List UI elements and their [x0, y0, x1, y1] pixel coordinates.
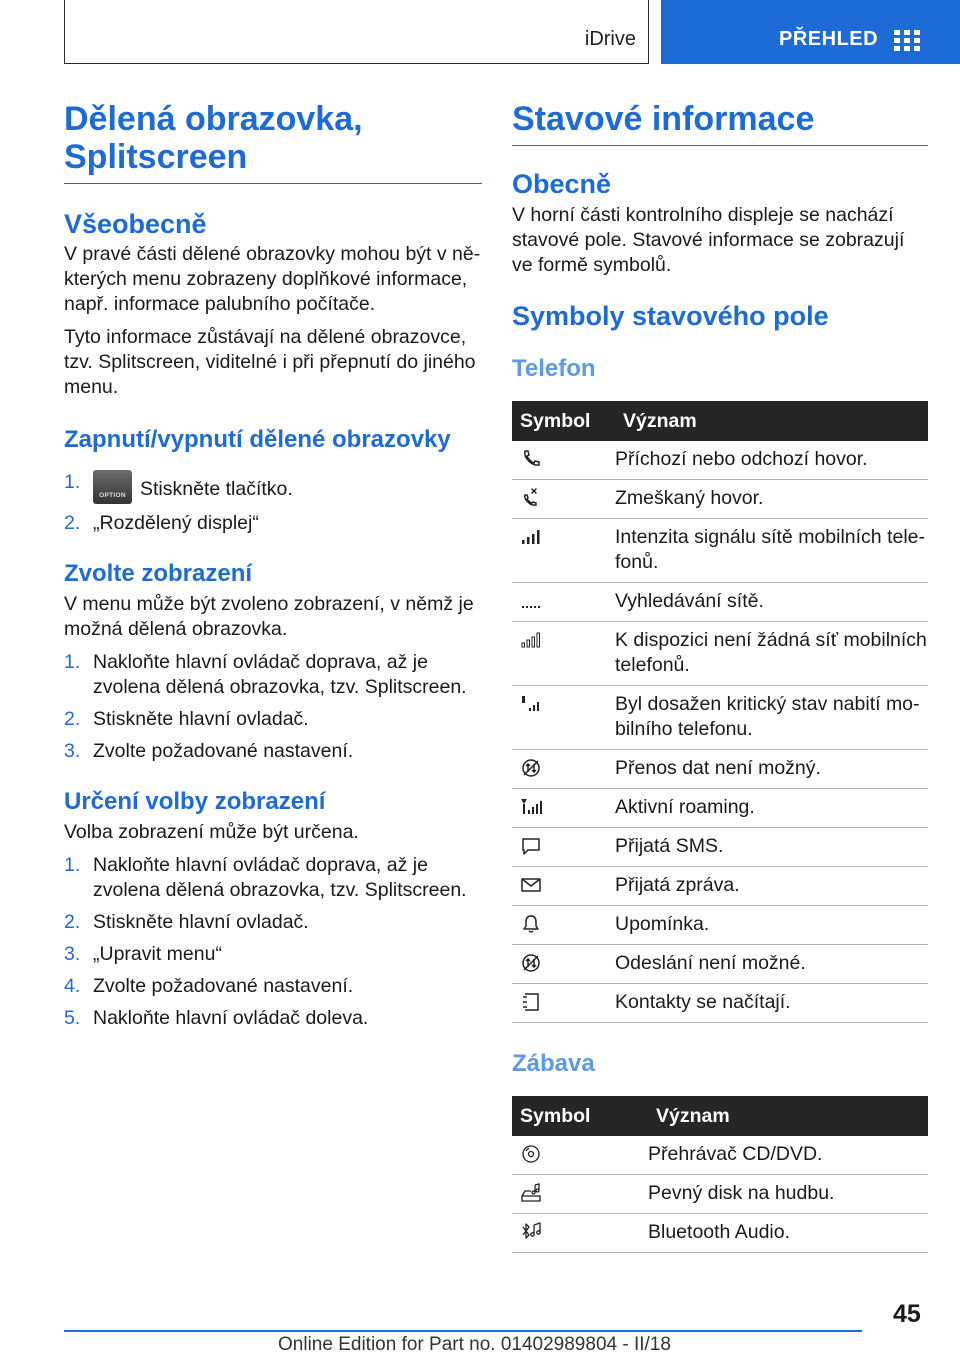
heading-general-status: Obecně [512, 169, 612, 199]
hard-disk-icon [520, 1182, 542, 1204]
symbol-meaning: Pevný disk na hudbu. [648, 1175, 928, 1214]
table-row [512, 480, 928, 519]
select-steps [64, 650, 482, 764]
envelope-icon [520, 874, 542, 896]
symbol-meaning: Byl dosažen kritický stav nabití mobilního telefonu. [615, 686, 928, 750]
section-title: iDrive [584, 28, 636, 50]
symbol-meaning: Odeslání není možné. [615, 945, 928, 984]
header-section-tab [64, 0, 649, 64]
overview-button[interactable] [661, 0, 960, 64]
entertainment-symbols-table [512, 1096, 928, 1253]
paragraph-status-general: V horní části kontrolního displeje se nachází stavové pole. Stavové informace se zobrazují ve formě symbolů. [512, 204, 905, 276]
column-header-meaning: Význam [648, 1096, 928, 1136]
overview-label: PŘEHLED [779, 28, 879, 50]
step-text: Zvolte požadované nastavení. [93, 975, 354, 997]
symbol-meaning: Přijatá SMS. [615, 828, 928, 867]
heading-define-view: Určení volby zobrazení [64, 788, 326, 815]
list-item [64, 650, 482, 700]
table-row [512, 622, 928, 686]
table-row [512, 906, 928, 945]
step-text: „Upravit menu“ [93, 943, 222, 965]
sms-icon [520, 835, 542, 857]
phone-symbols-table [512, 401, 928, 1023]
step-number: 1. [64, 471, 81, 493]
table-row [512, 686, 928, 750]
toggle-steps [64, 470, 482, 536]
step-text: Nakloňte hlavní ovládač doprava, až je zvolena dělená obrazovka, tzv. Splitscreen. [93, 651, 467, 698]
symbol-meaning: Intenzita signálu sítě mobilních telefonů. [615, 519, 928, 583]
list-item [64, 1006, 482, 1031]
paragraph-general-1: V pravé části dělené obrazovky mohou být v některých menu zobrazeny doplňkové informace, např. informace palubního počítače. [64, 243, 481, 315]
list-item [64, 739, 482, 764]
symbol-meaning: Zmeškaný hovor. [615, 480, 928, 519]
table-row [512, 789, 928, 828]
list-item [64, 470, 482, 504]
symbol-meaning: Přijatá zpráva. [615, 867, 928, 906]
list-item [64, 910, 482, 935]
option-button-icon: OPTION [93, 470, 132, 504]
step-number: 2. [64, 708, 81, 730]
no-network-icon [520, 629, 542, 651]
low-battery-icon [520, 693, 542, 715]
symbol-meaning: Příchozí nebo odchozí hovor. [615, 441, 928, 480]
footer-edition: Online Edition for Part no. 01402989804 - II/18 [278, 1334, 671, 1355]
column-header-symbol: Symbol [512, 1096, 648, 1136]
step-text: Nakloňte hlavní ovládač doprava, až je zvolena dělená obrazovka, tzv. Splitscreen. [93, 854, 467, 901]
step-number: 2. [64, 911, 81, 933]
grid-menu-icon [894, 30, 920, 52]
list-item [64, 707, 482, 732]
step-text: Stiskněte tlačítko. [140, 478, 293, 500]
step-text: Stiskněte hlavní ovladač. [93, 708, 309, 730]
list-item [64, 942, 482, 967]
heading-general: Všeobecně [64, 209, 207, 239]
list-item [64, 511, 482, 536]
step-number: 3. [64, 740, 81, 762]
symbol-meaning: Přenos dat není možný. [615, 750, 928, 789]
symbol-meaning: Upomínka. [615, 906, 928, 945]
table-row [512, 441, 928, 480]
table-row [512, 750, 928, 789]
page-title-status-info: Stavové informace [512, 100, 928, 146]
paragraph-select-view: V menu může být zvoleno zobrazení, v němž je možná dělená obrazovka. [64, 593, 474, 640]
table-row [512, 583, 928, 622]
left-column [64, 100, 482, 1038]
table-row [512, 984, 928, 1023]
symbol-meaning: Kontakty se načítají. [615, 984, 928, 1023]
phone-icon [520, 448, 542, 470]
heading-phone: Telefon [512, 355, 596, 382]
right-column [512, 100, 928, 1253]
bell-icon [520, 913, 542, 935]
footer-divider [64, 1330, 862, 1332]
heading-status-symbols: Symboly stavového pole [512, 301, 829, 331]
step-text: Zvolte požadované nastavení. [93, 740, 354, 762]
bluetooth-audio-icon [520, 1221, 542, 1243]
list-item [64, 974, 482, 999]
symbol-meaning: Přehrávač CD/DVD. [648, 1136, 928, 1175]
network-search-icon [520, 590, 542, 612]
step-text: Nakloňte hlavní ovládač doleva. [93, 1007, 369, 1029]
heading-toggle-splitscreen: Zapnutí/vypnutí dělené obrazovky [64, 426, 451, 453]
send-disabled-icon [520, 952, 542, 974]
step-number: 3. [64, 943, 81, 965]
missed-call-icon [520, 487, 542, 509]
table-row [512, 1175, 928, 1214]
column-header-symbol: Symbol [512, 401, 615, 441]
step-number: 4. [64, 975, 81, 997]
step-number: 1. [64, 651, 81, 673]
heading-select-view: Zvolte zobrazení [64, 560, 253, 587]
heading-entertainment: Zábava [512, 1050, 595, 1077]
no-data-icon [520, 757, 542, 779]
table-row [512, 867, 928, 906]
signal-strength-icon [520, 526, 542, 548]
step-number: 1. [64, 854, 81, 876]
table-row [512, 945, 928, 984]
define-steps [64, 853, 482, 1031]
list-item [64, 853, 482, 903]
contacts-icon [520, 991, 542, 1013]
roaming-icon [520, 796, 542, 818]
step-number: 2. [64, 512, 81, 534]
table-row [512, 1214, 928, 1253]
cd-icon [520, 1143, 542, 1165]
page-number: 45 [893, 1300, 921, 1328]
column-header-meaning: Význam [615, 401, 928, 441]
table-row [512, 828, 928, 867]
step-text: „Rozdělený displej“ [93, 512, 259, 534]
table-row [512, 1136, 928, 1175]
table-row [512, 519, 928, 583]
symbol-meaning: Aktivní roaming. [615, 789, 928, 828]
paragraph-general-2: Tyto informace zůstávají na dělené obrazovce, tzv. Splitscreen, viditelné i při přepnutí do jiného menu. [64, 326, 476, 398]
symbol-meaning: Bluetooth Audio. [648, 1214, 928, 1253]
symbol-meaning: K dispozici není žádná síť mobilních telefonů. [615, 622, 928, 686]
page-title-splitscreen: Dělená obrazovka, Splitscreen [64, 100, 482, 184]
symbol-meaning: Vyhledávání sítě. [615, 583, 928, 622]
paragraph-define-view: Volba zobrazení může být určena. [64, 821, 359, 843]
step-text: Stiskněte hlavní ovladač. [93, 911, 309, 933]
step-number: 5. [64, 1007, 81, 1029]
